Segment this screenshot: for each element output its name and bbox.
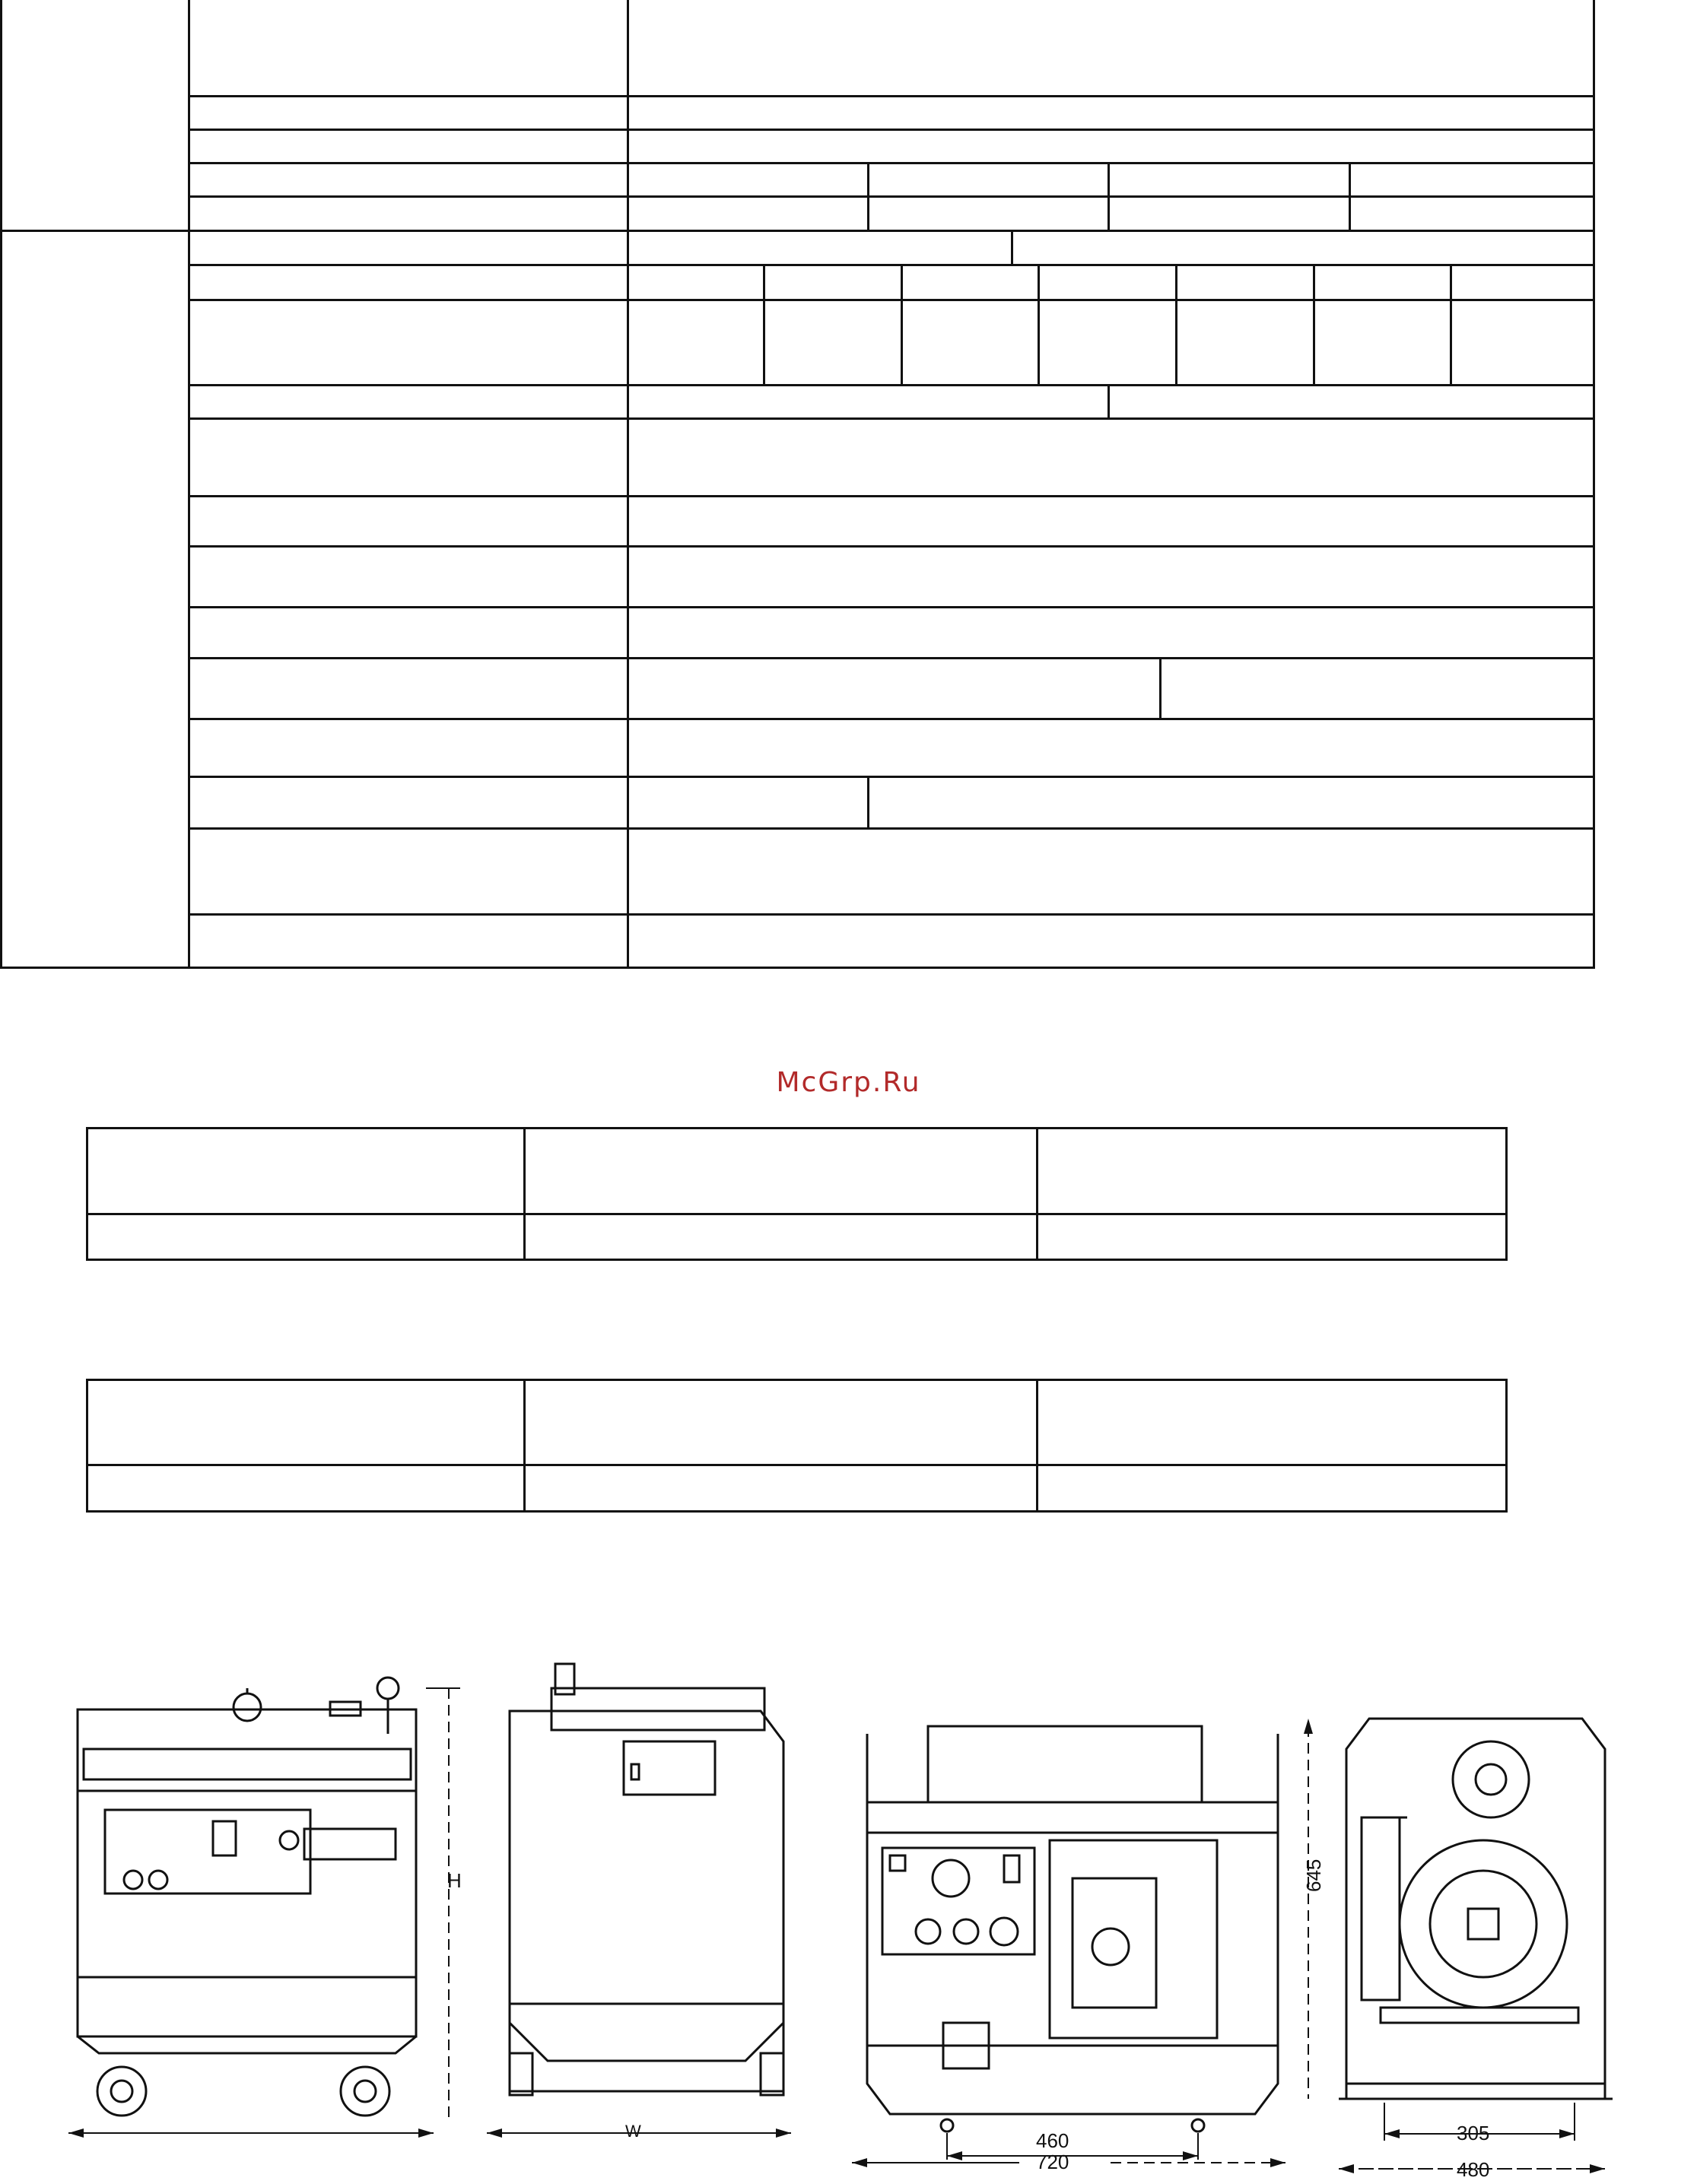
unit-b-foot-span-label: 460 xyxy=(1036,2129,1069,2152)
table-row-line xyxy=(188,495,1595,497)
table-col-line xyxy=(1038,264,1040,385)
table-row-line xyxy=(86,1464,1508,1466)
table-col-line xyxy=(763,264,765,385)
table-row-line xyxy=(188,545,1595,548)
unit-b-width-dimension xyxy=(844,2144,1301,2175)
table-col-line xyxy=(1107,384,1110,418)
table-border xyxy=(0,230,1595,232)
table-border xyxy=(0,967,1595,969)
unit-b-width-label: 720 xyxy=(1036,2151,1069,2173)
table-col-line xyxy=(523,1379,526,1513)
unit-b-side-drawing xyxy=(1324,1703,1628,2182)
table-col-line xyxy=(1036,1127,1038,1261)
table-col-line xyxy=(1349,162,1351,230)
watermark: McGrp.Ru xyxy=(776,1067,921,1098)
table-border xyxy=(188,0,190,969)
table-row-line xyxy=(188,827,1595,830)
table-col-line xyxy=(1175,264,1177,385)
table-row-line xyxy=(188,606,1595,608)
table-row-line xyxy=(188,657,1595,659)
table-row-line xyxy=(188,129,1595,131)
table-col-line xyxy=(1011,230,1013,265)
unit-a-height-label: H xyxy=(447,1869,462,1892)
table-border xyxy=(1593,0,1595,969)
table-row-line xyxy=(188,195,1595,198)
table-col-line xyxy=(1450,264,1452,385)
table-col-line xyxy=(1036,1379,1038,1513)
table-row-line xyxy=(188,776,1595,778)
unit-a-front-drawing xyxy=(61,1658,472,2144)
table-col-line xyxy=(1313,264,1315,385)
table-col-line xyxy=(867,162,869,230)
table-row-line xyxy=(188,162,1595,164)
table-border xyxy=(0,0,2,969)
unit-b-side-width-label: 480 xyxy=(1457,2158,1490,2181)
table-row-line xyxy=(188,95,1595,97)
table-col-line xyxy=(867,776,869,828)
table-border xyxy=(627,0,629,969)
table-row-line xyxy=(188,384,1595,386)
table-row-line xyxy=(188,417,1595,420)
unit-a-width-label: W xyxy=(625,2122,641,2141)
table-row-line xyxy=(188,299,1595,301)
table-border xyxy=(86,1379,1508,1513)
table-col-line xyxy=(901,264,903,385)
unit-b-height-label: 645 xyxy=(1302,1859,1325,1892)
unit-b-front-drawing xyxy=(844,1703,1331,2175)
table-row-line xyxy=(188,718,1595,720)
table-row-line xyxy=(188,913,1595,916)
table-row-line xyxy=(86,1213,1508,1215)
unit-b-side-foot-span-label: 305 xyxy=(1457,2122,1490,2144)
table-border xyxy=(86,1127,1508,1261)
unit-a-side-drawing xyxy=(479,1658,799,2144)
table-col-line xyxy=(1159,657,1162,719)
table-col-line xyxy=(1107,162,1110,230)
table-row-line xyxy=(188,264,1595,266)
table-col-line xyxy=(523,1127,526,1261)
